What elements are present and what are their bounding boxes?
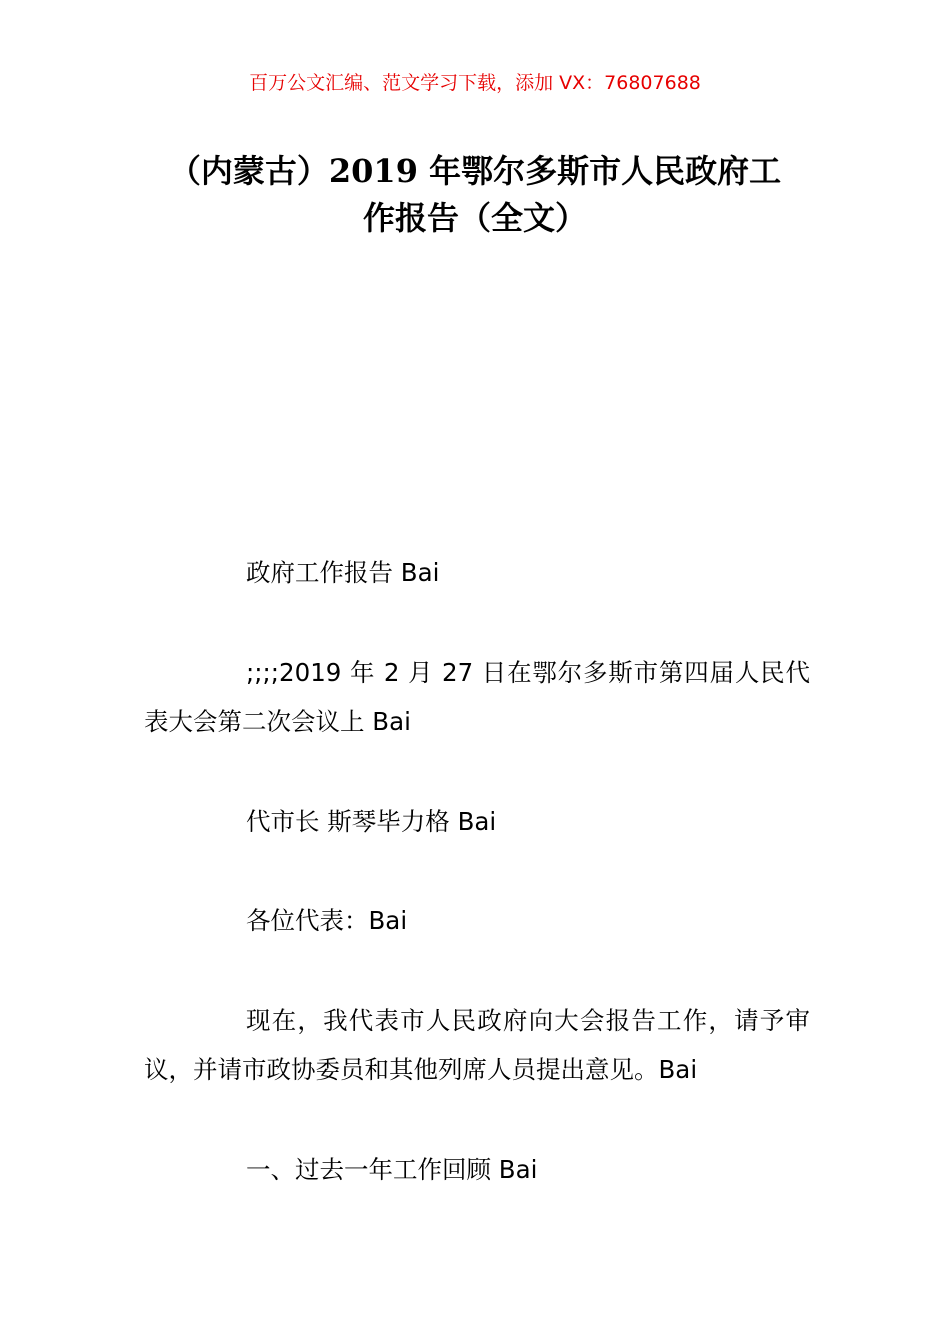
document-title xyxy=(140,148,810,242)
paragraph-meeting-date: ;;;;2019 年 2 月 27 日在鄂尔多斯市第四届人民代表大会第二次会议上 Bai xyxy=(144,658,810,736)
paragraph-intro: 现在，我代表市人民政府向大会报告工作，请予审议，并请市政协委员和其他列席人员提出意见。Bai xyxy=(144,1006,810,1084)
paragraph-speaker: 代市长 斯琴毕力格 Bai xyxy=(246,807,497,836)
section-heading-review: 一、过去一年工作回顾 Bai xyxy=(246,1155,538,1184)
title-line-2: 作报告（全文） xyxy=(362,199,587,237)
header-note: 百万公文汇编、范文学习下载，添加 VX：76807688 xyxy=(249,72,701,94)
paragraph-report-label: 政府工作报告 Bai xyxy=(246,558,440,587)
title-line-1: （内蒙古）2019 年鄂尔多斯市人民政府工 xyxy=(168,152,782,190)
paragraph-salutation: 各位代表：Bai xyxy=(246,906,408,935)
